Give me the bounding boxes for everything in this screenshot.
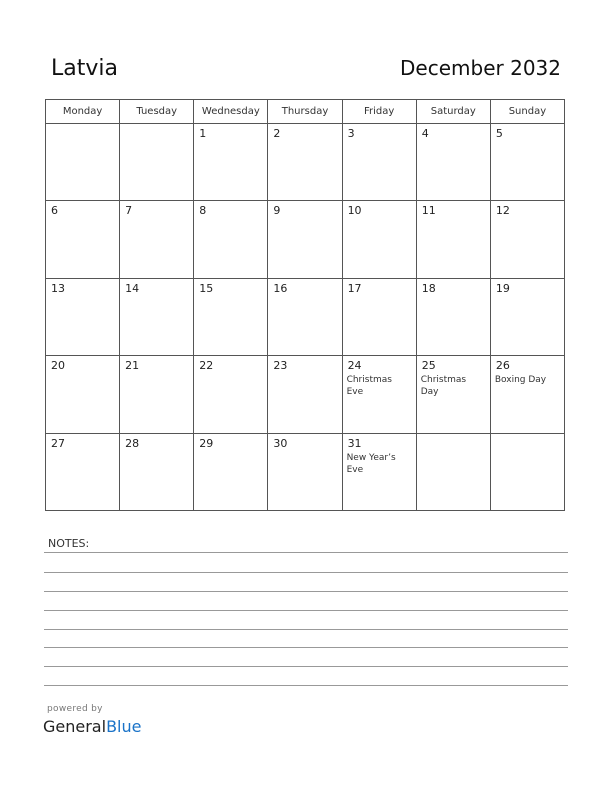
calendar-grid (45, 99, 565, 511)
weekday-header-row (46, 100, 565, 124)
day-number: 17 (347, 281, 362, 295)
day-number: 13 (51, 281, 65, 295)
holiday-label: Christmas Eve (346, 375, 392, 398)
day-cell (120, 356, 194, 433)
day-cell (120, 433, 194, 510)
day-cell (490, 124, 564, 201)
day-number: 6 (51, 204, 58, 218)
day-number: 24 (347, 359, 362, 373)
day-number: 25 (421, 359, 436, 373)
week-row (46, 278, 565, 355)
weekday-header: Friday (342, 100, 416, 124)
day-number: 28 (125, 436, 140, 450)
day-cell (46, 433, 120, 510)
week-row (46, 124, 565, 201)
note-line (44, 591, 568, 592)
day-cell (46, 278, 120, 355)
day-cell (490, 433, 564, 510)
weekday-header: Saturday (416, 100, 490, 124)
weekday-header: Tuesday (120, 100, 194, 124)
note-line (44, 685, 568, 686)
day-cell (268, 278, 342, 355)
day-number: 30 (273, 436, 288, 450)
country-title: Latvia (51, 56, 118, 81)
day-number: 19 (495, 281, 510, 295)
day-cell (416, 124, 490, 201)
day-cell (490, 356, 564, 433)
day-number: 16 (273, 281, 288, 295)
day-number: 2 (273, 127, 281, 140)
day-cell (268, 433, 342, 510)
day-cell (194, 124, 268, 201)
week-row (46, 433, 565, 510)
month-year-title: December 2032 (400, 56, 561, 80)
day-cell (342, 356, 416, 433)
day-number: 4 (421, 127, 429, 140)
day-cell (268, 201, 342, 278)
note-line (44, 572, 568, 573)
week-row (46, 201, 565, 278)
day-cell (46, 124, 120, 201)
day-cell (342, 433, 416, 510)
weekday-header: Wednesday (194, 100, 268, 124)
powered-by-text: powered by (47, 704, 103, 714)
day-number: 26 (495, 359, 510, 373)
day-cell (416, 278, 490, 355)
holiday-label: Boxing Day (494, 375, 547, 386)
day-number: 1 (199, 127, 207, 140)
weekday-header: Sunday (490, 100, 564, 124)
notes-label: NOTES: (48, 537, 90, 550)
day-cell (46, 356, 120, 433)
week-row (46, 356, 565, 433)
day-number: 29 (199, 436, 214, 450)
day-number: 3 (347, 127, 355, 140)
day-number: 21 (125, 359, 140, 373)
day-number: 20 (51, 359, 65, 373)
weekday-header: Monday (46, 100, 120, 124)
weekday-header: Thursday (268, 100, 342, 124)
day-number: 27 (51, 436, 65, 450)
brand-general: General (43, 717, 107, 736)
day-cell (194, 356, 268, 433)
day-cell (416, 201, 490, 278)
day-cell (120, 124, 194, 201)
day-cell (194, 201, 268, 278)
note-line (44, 552, 568, 553)
day-number: 12 (495, 204, 510, 218)
day-cell (416, 356, 490, 433)
day-cell (268, 124, 342, 201)
day-cell (342, 278, 416, 355)
brand-logo[interactable] (43, 717, 141, 736)
day-cell (194, 433, 268, 510)
day-cell (416, 433, 490, 510)
day-cell (342, 124, 416, 201)
day-number: 11 (421, 204, 436, 218)
day-number: 15 (199, 281, 214, 295)
brand-blue: Blue (106, 717, 142, 736)
day-number: 18 (421, 281, 436, 295)
day-number: 14 (125, 281, 140, 295)
note-line (44, 610, 568, 611)
day-number: 5 (495, 127, 503, 140)
day-cell (194, 278, 268, 355)
day-cell (342, 201, 416, 278)
day-cell (490, 278, 564, 355)
day-cell (490, 201, 564, 278)
holiday-label: Christmas Day (420, 375, 467, 398)
day-cell (268, 356, 342, 433)
day-cell (46, 201, 120, 278)
day-number: 7 (125, 204, 133, 218)
note-line (44, 666, 568, 667)
day-number: 22 (199, 359, 214, 373)
holiday-label: New Year’s Eve (346, 452, 396, 475)
day-number: 8 (199, 204, 207, 218)
day-cell (120, 201, 194, 278)
note-line (44, 647, 568, 648)
day-number: 23 (273, 359, 288, 373)
day-number: 10 (347, 204, 362, 218)
day-number: 9 (273, 204, 281, 218)
note-line (44, 629, 568, 630)
day-cell (120, 278, 194, 355)
day-number: 31 (347, 436, 362, 450)
